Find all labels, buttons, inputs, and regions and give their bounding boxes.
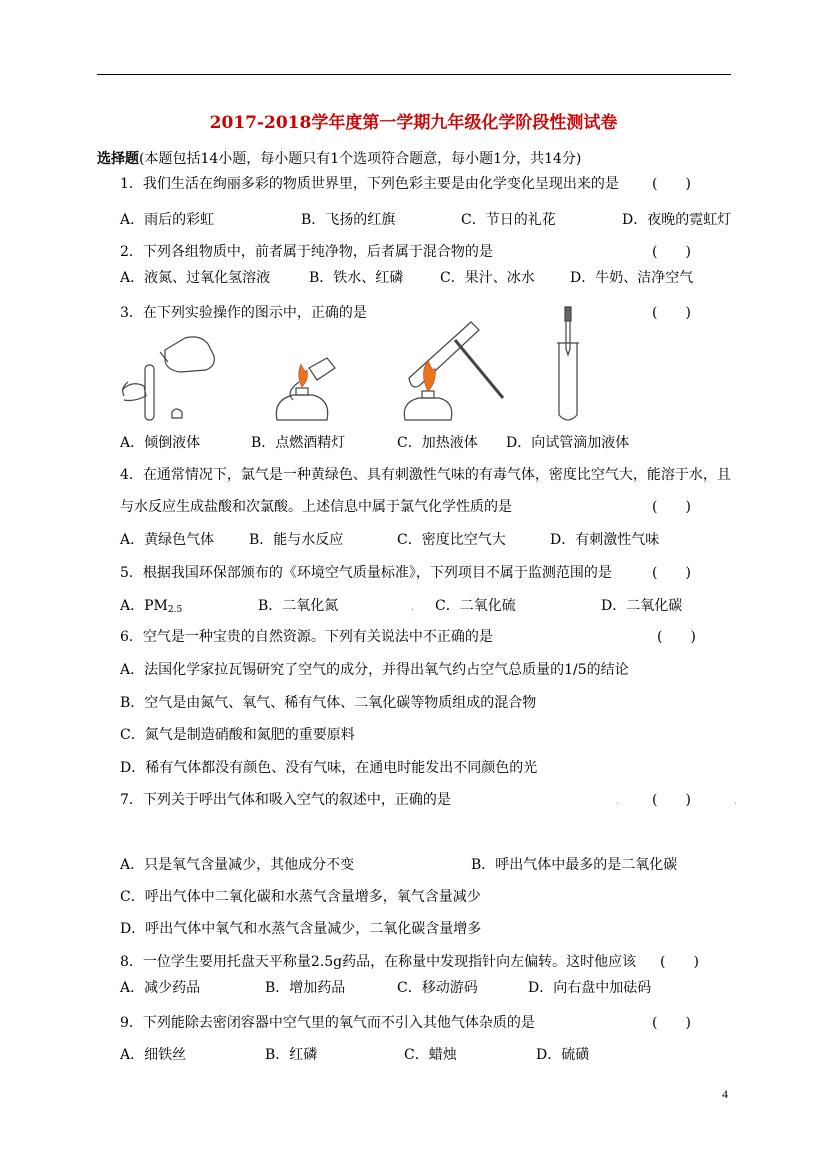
- question-1-option-c: C．节日的礼花: [461, 212, 556, 228]
- question-4-option-a: A．黄绿色气体: [120, 532, 215, 548]
- question-6-option-d: D．稀有气体都没有颜色、没有气味，在通电时能发出不同颜色的光: [120, 760, 538, 776]
- question-2-stem: 2．下列各组物质中，前者属于纯净物，后者属于混合物的是: [120, 244, 493, 260]
- question-6-stem: 6．空气是一种宝贵的自然资源。下列有关说法中不正确的是: [120, 629, 493, 645]
- question-6-option-a: A．法国化学家拉瓦锡研究了空气的成分，并得出氧气约占空气总质量的1/5的结论: [120, 662, 629, 678]
- question-2-option-c: C．果汁、冰水: [440, 270, 535, 286]
- stray-dot-mark: .: [411, 602, 415, 613]
- question-7-stem: 7．下列关于呼出气体和吸入空气的叙述中，正确的是: [120, 792, 451, 808]
- question-2-option-b: B．铁水、红磷: [309, 270, 404, 286]
- question-5-answer-bracket: ( ): [652, 565, 691, 581]
- question-8-stem: 8．一位学生要用托盘天平称量2.5g药品，在称量中发现指针向左偏转。这时他应该: [120, 954, 637, 970]
- question-1-stem: 1．我们生活在绚丽多彩的物质世界里，下列色彩主要是由化学变化呈现出来的是: [120, 176, 619, 192]
- question-5-option-c: C．二氧化硫: [435, 598, 516, 614]
- question-5-option-d: D．二氧化碳: [601, 598, 683, 614]
- question-5-option-a-subscript: 2.5: [167, 605, 183, 615]
- question-6-option-c: C．氮气是制造硝酸和氮肥的重要原料: [120, 727, 355, 743]
- question-9-option-d: D．硫磺: [536, 1047, 590, 1063]
- stray-dot-mark: .: [616, 796, 620, 807]
- question-3-option-a: A．倾倒液体: [120, 435, 201, 451]
- question-3-answer-bracket: ( ): [652, 305, 691, 321]
- page-title: 2017-2018学年度第一学期九年级化学阶段性测试卷: [209, 113, 618, 133]
- question-8-option-b: B．增加药品: [265, 980, 346, 996]
- heating-liquid-illustration: [395, 318, 510, 426]
- section-heading: [97, 150, 581, 168]
- question-2-option-a: A．液氮、过氧化氢溶液: [120, 270, 271, 286]
- question-7-answer-bracket: ( ): [652, 792, 691, 808]
- question-7-option-a: A．只是氧气含量减少，其他成分不变: [120, 857, 355, 873]
- dropping-liquid-illustration: [548, 305, 588, 427]
- question-4-answer-bracket: ( ): [652, 499, 691, 515]
- question-9-option-b: B．红磷: [265, 1047, 318, 1063]
- pouring-liquid-illustration: [110, 330, 230, 425]
- question-7-option-b: B．呼出气体中最多的是二氧化碳: [471, 857, 678, 873]
- section-label: 选择题: [97, 151, 139, 167]
- question-1-answer-bracket: ( ): [652, 176, 691, 192]
- section-note: (本题包括14小题，每小题只有1个选项符合题意，每小题1分，共14分): [139, 151, 582, 167]
- question-7-option-d: D．呼出气体中氧气和水蒸气含量减少，二氧化碳含量增多: [120, 921, 482, 937]
- stray-dot-mark: .: [734, 796, 738, 807]
- question-4-option-c: C．密度比空气大: [397, 532, 506, 548]
- question-4-stem-line-1: 4．在通常情况下，氯气是一种黄绿色、具有刺激性气味的有毒气体，密度比空气大，能溶于水，且: [120, 467, 731, 483]
- question-2-answer-bracket: ( ): [652, 244, 691, 260]
- question-5-option-a-text: A．PM: [120, 598, 168, 614]
- header-rule: [97, 74, 731, 75]
- question-8-option-d: D．向右盘中加砝码: [528, 980, 652, 996]
- question-3-option-b: B．点燃酒精灯: [251, 435, 346, 451]
- question-2-option-d: D．牛奶、洁净空气: [570, 270, 694, 286]
- question-8-option-c: C．移动游码: [397, 980, 478, 996]
- question-3-stem: 3．在下列实验操作的图示中，正确的是: [120, 305, 367, 321]
- question-1-option-d: D．夜晚的霓虹灯: [622, 212, 732, 228]
- question-5-stem: 5．根据我国环保部颁布的《环境空气质量标准》，下列项目不属于监测范围的是: [120, 565, 612, 581]
- question-5-option-a: [120, 597, 182, 619]
- question-9-stem: 9．下列能除去密闭容器中空气里的氧气而不引入其他气体杂质的是: [120, 1015, 535, 1031]
- question-4-option-d: D．有刺激性气味: [550, 532, 660, 548]
- question-8-option-a: A．减少药品: [120, 980, 201, 996]
- lighting-alcohol-lamp-illustration: [265, 350, 340, 425]
- question-7-option-c: C．呼出气体中二氧化碳和水蒸气含量增多，氧气含量减少: [120, 889, 481, 905]
- question-4-stem-line-2: 与水反应生成盐酸和次氯酸。上述信息中属于氯气化学性质的是: [120, 499, 512, 515]
- question-9-answer-bracket: ( ): [652, 1015, 691, 1031]
- question-6-option-b: B．空气是由氮气、氧气、稀有气体、二氧化碳等物质组成的混合物: [120, 695, 537, 711]
- question-3-option-d: D．向试管滴加液体: [506, 435, 630, 451]
- question-4-option-b: B．能与水反应: [249, 532, 344, 548]
- question-3-option-c: C．加热液体: [397, 435, 478, 451]
- page-number: 4: [722, 1087, 728, 1101]
- question-9-option-c: C．蜡烛: [404, 1047, 457, 1063]
- question-1-option-a: A．雨后的彩虹: [120, 212, 215, 228]
- question-9-option-a: A．细铁丝: [120, 1047, 187, 1063]
- question-5-option-b: B．二氧化氮: [258, 598, 339, 614]
- question-1-option-b: B．飞扬的红旗: [301, 212, 396, 228]
- question-8-answer-bracket: ( ): [660, 954, 699, 970]
- question-6-answer-bracket: ( ): [657, 629, 696, 645]
